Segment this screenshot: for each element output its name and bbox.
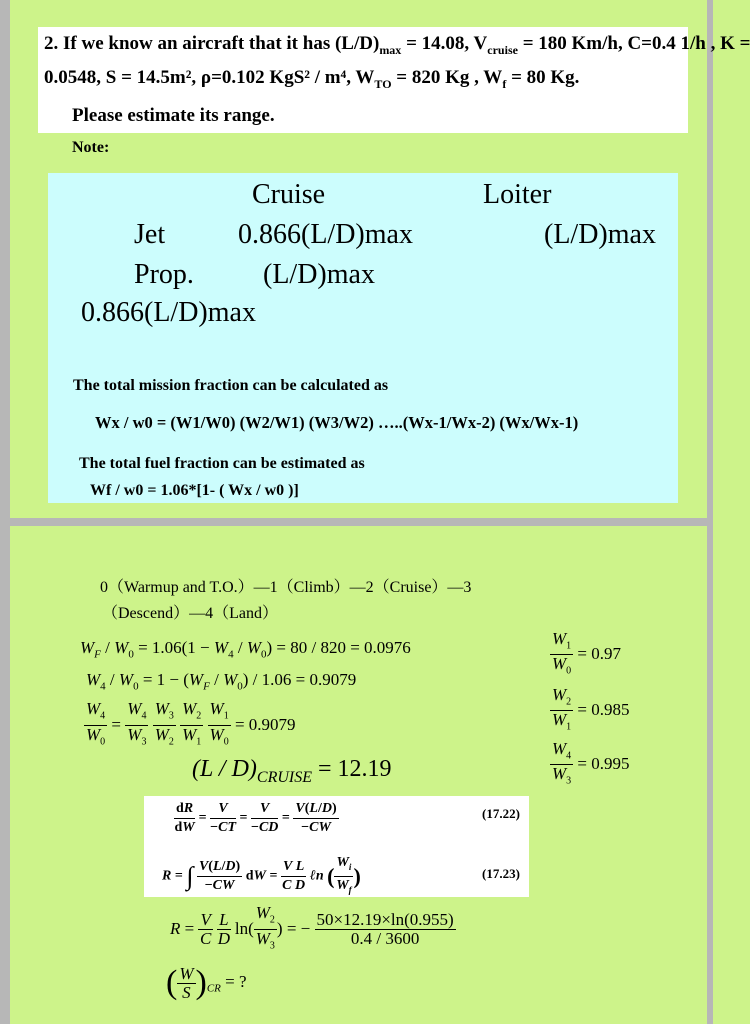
phases-line-2: （Descend）—4（Land） <box>102 605 278 622</box>
note-label: Note: <box>72 139 110 156</box>
section-divider <box>0 518 713 526</box>
eq-17-23: R = ∫ $\frac{V(L/D)}{-CW}$ dW = $\frac{\text{V L}}{\text{C D}}$ ℓn ( $\frac{W_i}{W_f}$ ) <box>162 855 361 895</box>
fraction-table <box>48 173 678 503</box>
eq-range: R = $\frac{V}{C}$ $\frac{L}{D}$ ln( $\frac{W_2}{W_3}$ ) = − $\frac{50\times 12.19\times\ln(0.955)}{0.4 / 3600}$ <box>170 903 454 952</box>
phases-line-1: 0（Warmup and T.O.）—1（Climb）—2（Cruise）—3 <box>100 579 472 596</box>
problem-line-2: 0.0548, S = 14.5m², ρ=0.102 KgS² / m⁴, $W_{TO} = 820$ Kg , $W_f = 80$ Kg. <box>44 67 580 91</box>
eq-fuel-fraction: $W_F / W_0 = 1.06(1 - W_4 / W_0) = 80 / 820 = 0.0976$ <box>80 638 411 661</box>
fuel-formula: Wf / w0 = 1.06*[1- ( Wx / w0 )] <box>90 482 299 499</box>
mission-formula: Wx / w0 = (W1/W0) (W2/W1) (W3/W2) …..(Wx-1/Wx-2) (Wx/Wx-1) <box>95 413 579 432</box>
row-prop-label: Prop. <box>134 259 194 290</box>
prop-loiter: 0.866(L/D)max <box>81 297 256 328</box>
breguet-equations <box>144 796 529 897</box>
ratio-w1-w0: $\frac{W_1}{W_0}$ = 0.97 <box>552 629 622 677</box>
problem-statement <box>38 27 750 133</box>
eq-ld-cruise: $(L / D)_{CRUISE} = 12.19$ <box>192 756 392 786</box>
problem-line-3: Please estimate its range. <box>72 105 275 126</box>
left-rail <box>0 0 10 1024</box>
eq-17-22: $\frac{dR}{dW}$ = $\frac{V}{-CT}$ = $\frac{V}{-CD}$ = $\frac{V(L/D)}{-CW}$ <box>174 801 337 835</box>
col-loiter: Loiter <box>483 179 552 210</box>
eq-17-22-tag: (17.22) <box>482 806 520 821</box>
eq-wing-loading: ( $\frac{W}{S}$ )$_{CR}$ = ? <box>166 963 247 1002</box>
eq-w4-w0: $W_4 / W_0 = 1 - (W_F / W_0) / 1.06 = 0.9079$ <box>86 670 357 693</box>
ratio-w4-w3: $\frac{W_4}{W_3}$ = 0.995 <box>552 739 630 787</box>
mission-heading: The total mission fraction can be calculated as <box>73 377 389 394</box>
prop-cruise: (L/D)max <box>263 259 375 290</box>
right-rail <box>707 0 713 1024</box>
jet-loiter: (L/D)max <box>544 219 656 250</box>
ratio-w2-w1: $\frac{W_2}{W_1}$ = 0.985 <box>552 685 630 733</box>
eq-product: $\frac{W_4}{W_0}$ = $\frac{W_4}{W_3}$ $\frac{W_3}{W_2}$ $\frac{W_2}{W_1}$ $\frac{W_1}{W_0}$ = 0.9079 <box>86 699 296 748</box>
problem-line-1: 2. If we know an aircraft that it has $(L/D)_{max} = 14.08$, $V_{cruise} = 180$ Km/h, C=0.4 1/h , K = <box>44 33 750 57</box>
fuel-heading: The total fuel fraction can be estimated as <box>79 455 365 472</box>
eq-17-23-tag: (17.23) <box>482 866 520 881</box>
row-jet-label: Jet <box>134 219 166 250</box>
jet-cruise: 0.866(L/D)max <box>238 219 413 250</box>
col-cruise: Cruise <box>252 179 326 210</box>
